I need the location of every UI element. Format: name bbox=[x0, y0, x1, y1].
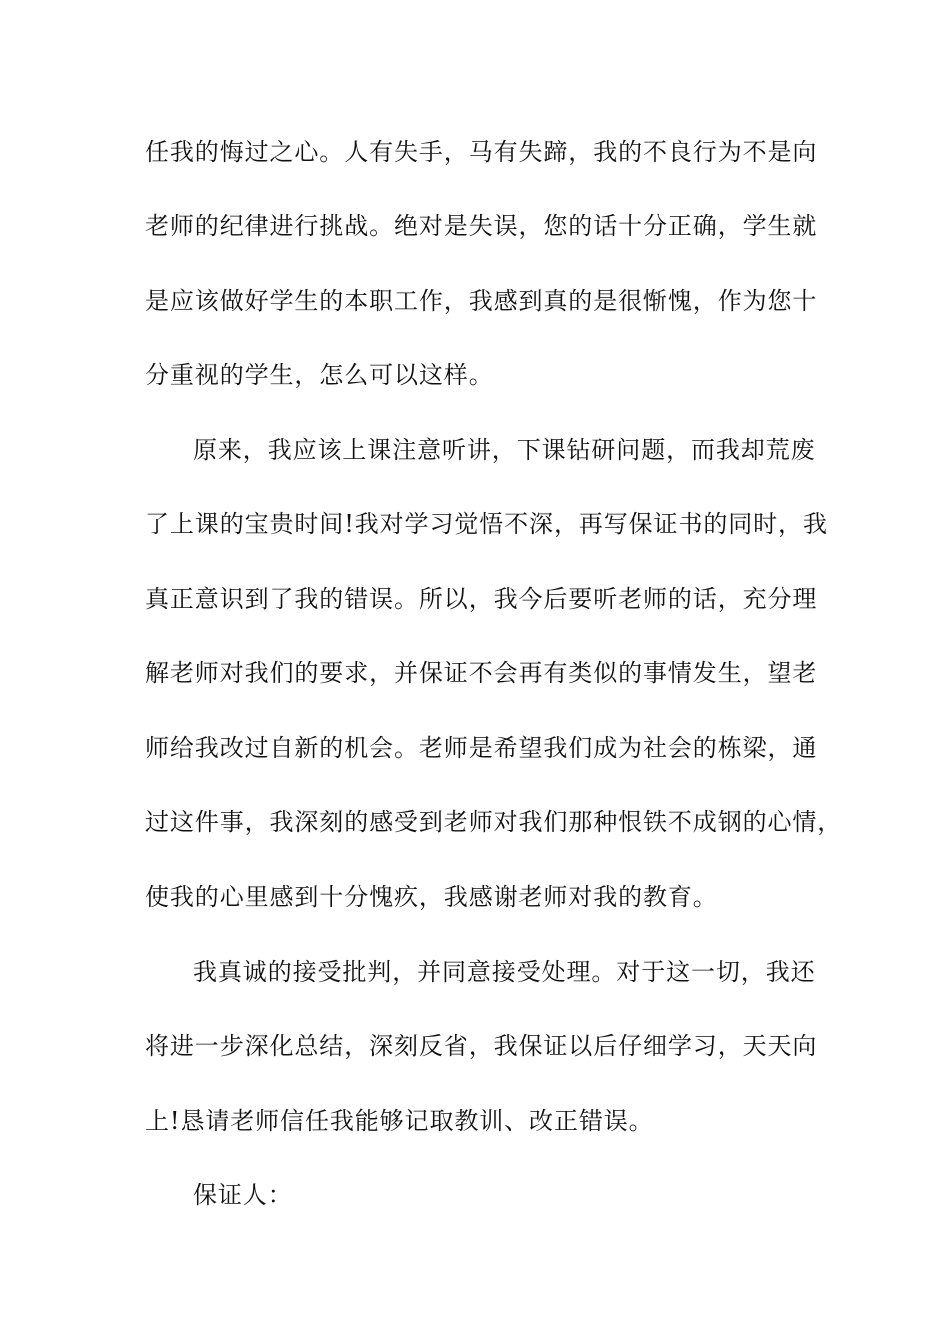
paragraph-2-line-3: 真正意识到了我的错误。所以，我今后要听老师的话，充分理 bbox=[145, 585, 818, 613]
paragraph-2-line-4: 解老师对我们的要求，并保证不会再有类似的事情发生，望老 bbox=[145, 659, 818, 687]
paragraph-2-line-2: 了上课的宝贵时间!我对学习觉悟不深，再写保证书的同时，我 bbox=[145, 510, 828, 538]
paragraph-1-line-1: 任我的悔过之心。人有失手，马有失蹄，我的不良行为不是向 bbox=[145, 138, 818, 166]
paragraph-2-line-5: 师给我改过自新的机会。老师是希望我们成为社会的栋梁，通 bbox=[145, 734, 818, 762]
paragraph-2-line-6: 过这件事，我深刻的感受到老师对我们那种恨铁不成钢的心情， bbox=[145, 808, 843, 836]
paragraph-1-line-4: 分重视的学生，怎么可以这样。 bbox=[145, 361, 494, 389]
signature-label: 保证人： bbox=[193, 1181, 293, 1209]
paragraph-1-line-3: 是应该做好学生的本职工作，我感到真的是很惭愧，作为您十 bbox=[145, 287, 818, 315]
paragraph-1-line-2: 老师的纪律进行挑战。绝对是失误，您的话十分正确，学生就 bbox=[145, 212, 818, 240]
paragraph-3-line-3: 上!恳请老师信任我能够记取教训、改正错误。 bbox=[145, 1107, 654, 1135]
paragraph-3-line-1: 我真诚的接受批判，并同意接受处理。对于这一切，我还 bbox=[193, 958, 816, 986]
paragraph-2-line-1: 原来，我应该上课注意听讲，下课钻研问题，而我却荒废 bbox=[193, 436, 816, 464]
paragraph-3-line-2: 将进一步深化总结，深刻反省，我保证以后仔细学习，天天向 bbox=[145, 1032, 818, 1060]
paragraph-2-line-7: 使我的心里感到十分愧疚，我感谢老师对我的教育。 bbox=[145, 883, 718, 911]
